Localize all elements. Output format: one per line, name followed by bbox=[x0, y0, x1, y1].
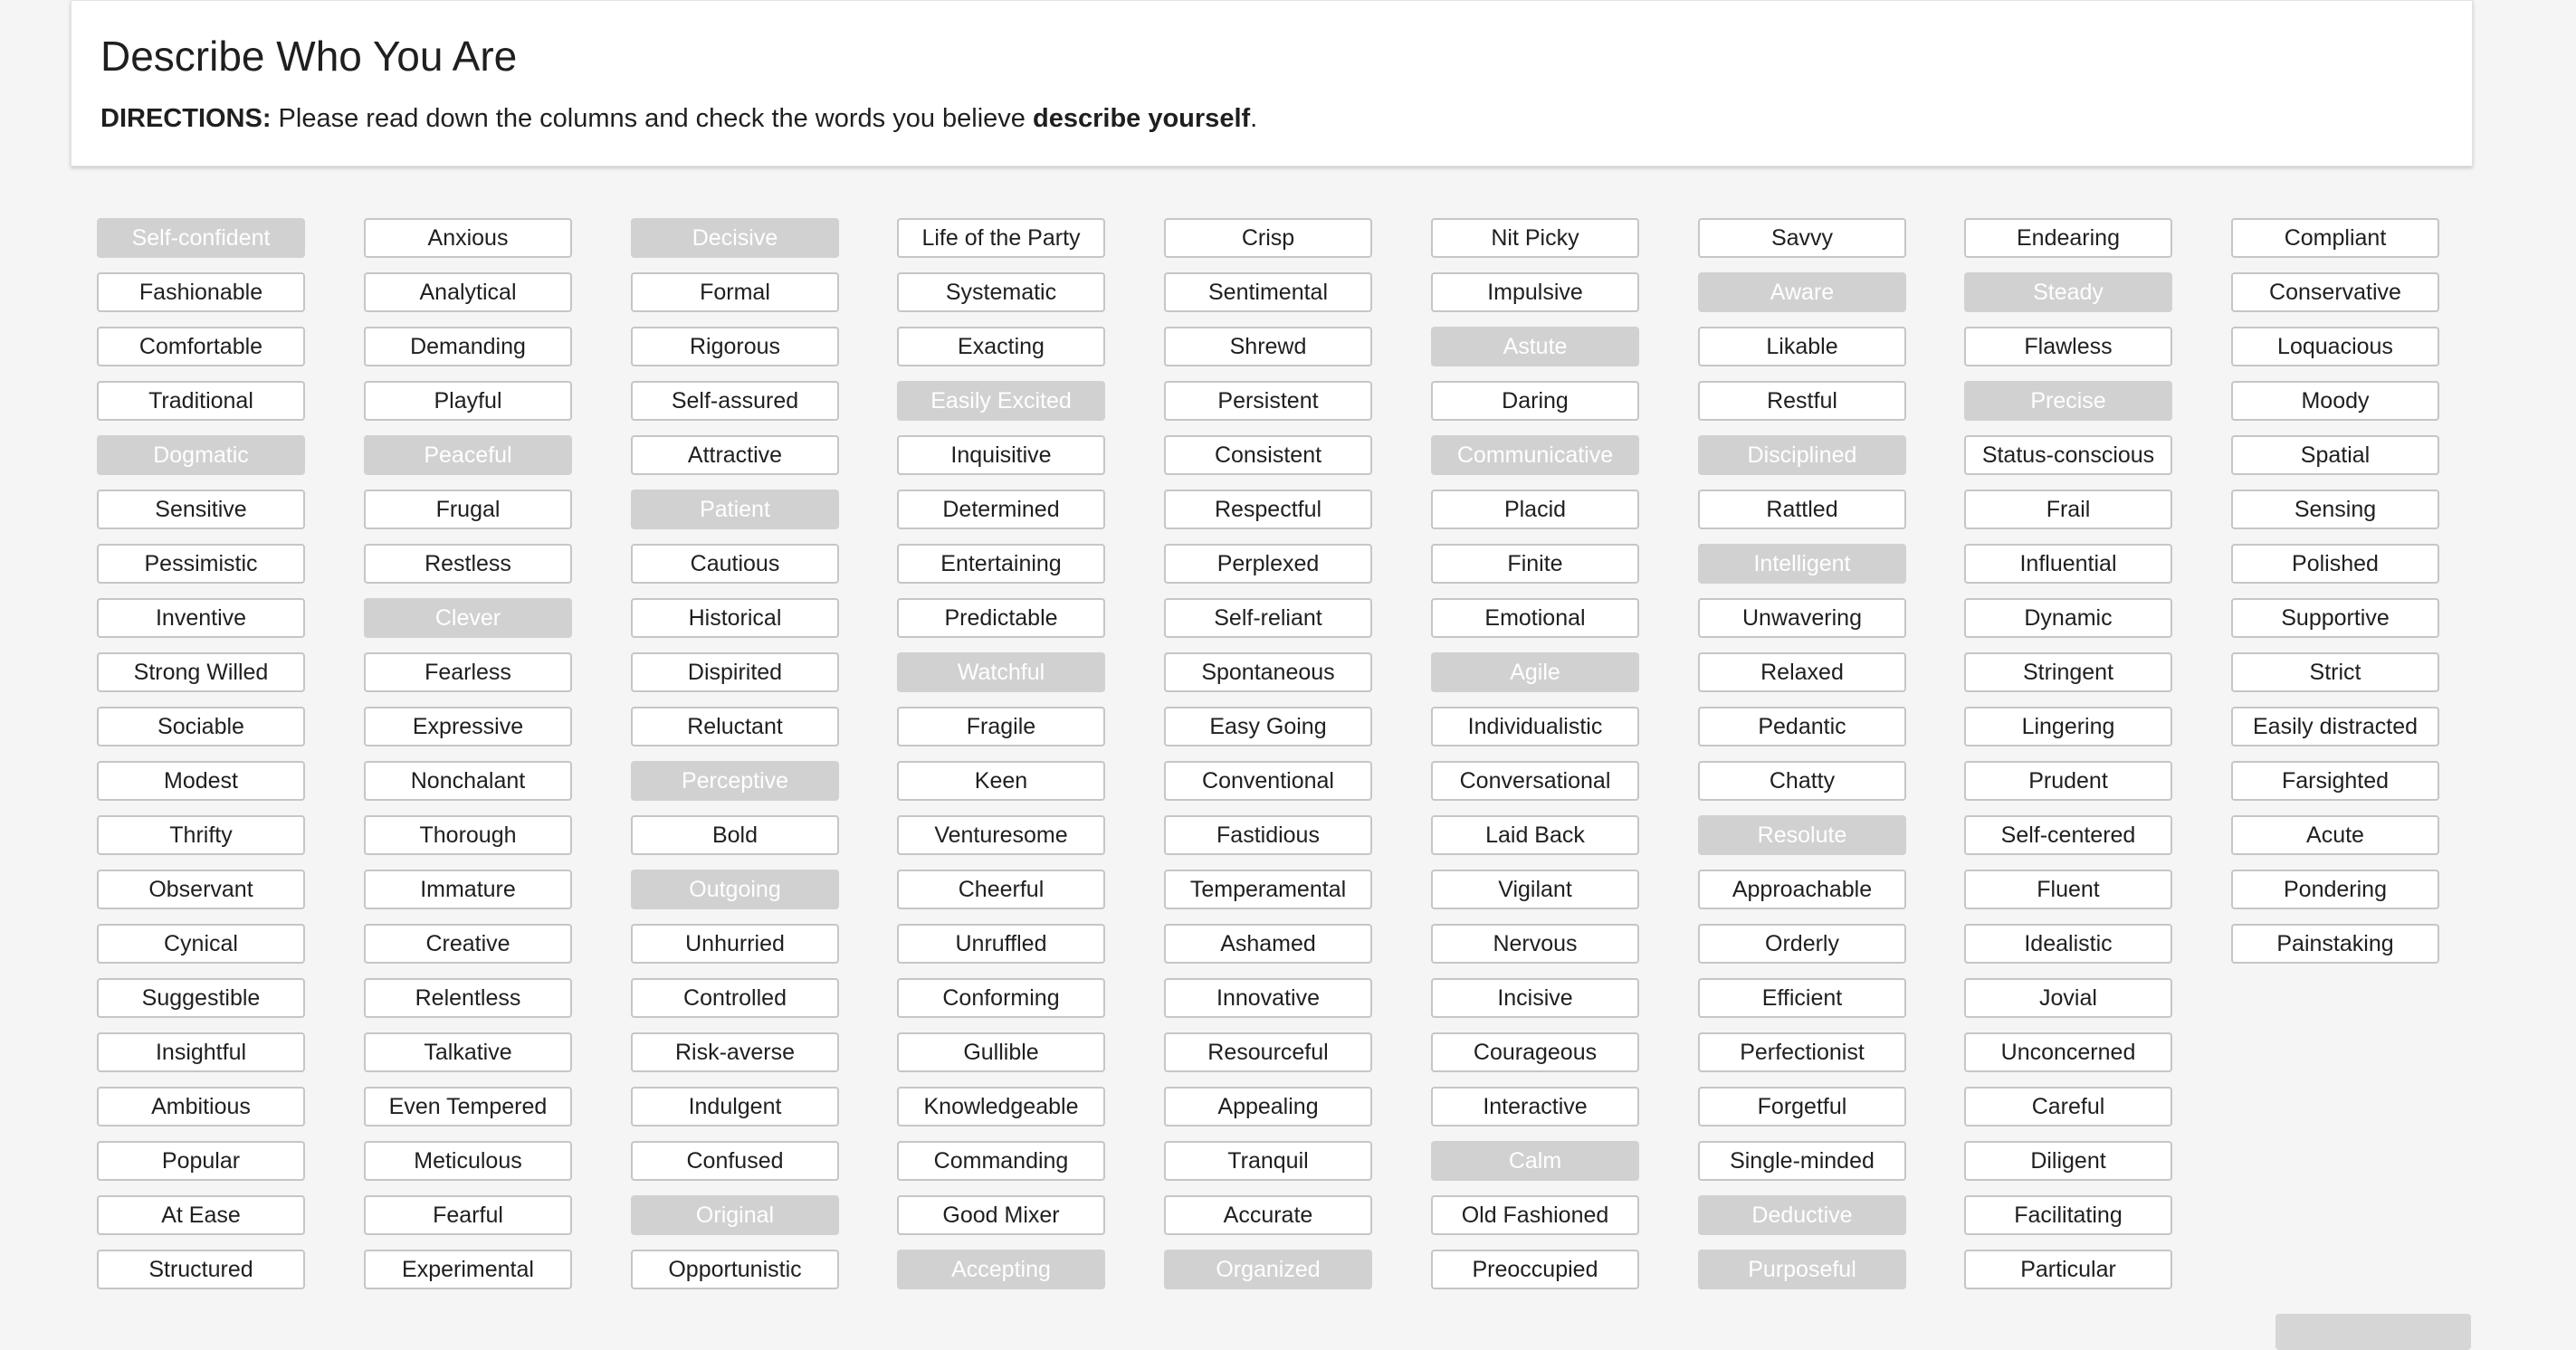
word-option[interactable]: Clever bbox=[364, 598, 572, 638]
word-option[interactable]: Attractive bbox=[631, 435, 839, 475]
word-option[interactable]: Resourceful bbox=[1164, 1032, 1372, 1072]
word-option[interactable]: Pessimistic bbox=[97, 544, 305, 584]
word-option[interactable]: Expressive bbox=[364, 707, 572, 746]
word-option[interactable]: Diligent bbox=[1964, 1141, 2172, 1181]
word-option[interactable]: Good Mixer bbox=[897, 1195, 1105, 1235]
word-option[interactable]: Nervous bbox=[1431, 924, 1639, 964]
word-option[interactable]: Conversational bbox=[1431, 761, 1639, 801]
word-option[interactable]: Unwavering bbox=[1698, 598, 1906, 638]
directions-emphasis: describe yourself bbox=[1033, 104, 1251, 133]
word-option[interactable]: Knowledgeable bbox=[897, 1087, 1105, 1127]
word-option[interactable]: Crisp bbox=[1164, 218, 1372, 258]
word-option[interactable]: Anxious bbox=[364, 218, 572, 258]
word-option[interactable]: Flawless bbox=[1964, 327, 2172, 366]
word-option[interactable]: Creative bbox=[364, 924, 572, 964]
word-option[interactable]: Spatial bbox=[2231, 435, 2439, 475]
word-option[interactable]: Experimental bbox=[364, 1250, 572, 1289]
word-option[interactable]: Jovial bbox=[1964, 978, 2172, 1018]
word-option[interactable]: Strong Willed bbox=[97, 652, 305, 692]
word-option[interactable]: Resolute bbox=[1698, 815, 1906, 855]
word-option[interactable]: Gullible bbox=[897, 1032, 1105, 1072]
word-option[interactable]: Restful bbox=[1698, 381, 1906, 421]
word-option[interactable]: Fearless bbox=[364, 652, 572, 692]
word-option[interactable]: Intelligent bbox=[1698, 544, 1906, 584]
word-option[interactable]: Structured bbox=[97, 1250, 305, 1289]
word-option[interactable]: Respectful bbox=[1164, 490, 1372, 529]
word-option[interactable]: Venturesome bbox=[897, 815, 1105, 855]
word-option[interactable]: At Ease bbox=[97, 1195, 305, 1235]
word-option[interactable]: Supportive bbox=[2231, 598, 2439, 638]
word-option[interactable]: Ashamed bbox=[1164, 924, 1372, 964]
word-option[interactable]: Talkative bbox=[364, 1032, 572, 1072]
word-option[interactable]: Peaceful bbox=[364, 435, 572, 475]
word-option[interactable]: Finite bbox=[1431, 544, 1639, 584]
word-option[interactable]: Acute bbox=[2231, 815, 2439, 855]
word-option[interactable]: Nit Picky bbox=[1431, 218, 1639, 258]
word-option[interactable]: Accurate bbox=[1164, 1195, 1372, 1235]
word-option[interactable]: Impulsive bbox=[1431, 272, 1639, 312]
word-option[interactable]: Dispirited bbox=[631, 652, 839, 692]
word-option[interactable]: Lingering bbox=[1964, 707, 2172, 746]
word-option[interactable]: Inventive bbox=[97, 598, 305, 638]
word-option[interactable]: Precise bbox=[1964, 381, 2172, 421]
word-option[interactable]: Efficient bbox=[1698, 978, 1906, 1018]
word-option[interactable]: Comfortable bbox=[97, 327, 305, 366]
word-option[interactable]: Fluent bbox=[1964, 870, 2172, 909]
word-option[interactable]: Historical bbox=[631, 598, 839, 638]
word-option[interactable]: Rattled bbox=[1698, 490, 1906, 529]
word-option[interactable]: Courageous bbox=[1431, 1032, 1639, 1072]
word-option[interactable]: Perceptive bbox=[631, 761, 839, 801]
word-option[interactable]: Meticulous bbox=[364, 1141, 572, 1181]
word-option[interactable]: Cheerful bbox=[897, 870, 1105, 909]
word-option[interactable]: Idealistic bbox=[1964, 924, 2172, 964]
word-option[interactable]: Self-centered bbox=[1964, 815, 2172, 855]
word-option[interactable]: Farsighted bbox=[2231, 761, 2439, 801]
word-option[interactable]: Single-minded bbox=[1698, 1141, 1906, 1181]
word-option[interactable]: Watchful bbox=[897, 652, 1105, 692]
word-option[interactable]: Dynamic bbox=[1964, 598, 2172, 638]
word-option[interactable]: Appealing bbox=[1164, 1087, 1372, 1127]
word-option[interactable]: Forgetful bbox=[1698, 1087, 1906, 1127]
word-option[interactable]: Interactive bbox=[1431, 1087, 1639, 1127]
word-option[interactable]: Disciplined bbox=[1698, 435, 1906, 475]
word-option[interactable]: Commanding bbox=[897, 1141, 1105, 1181]
directions-end: . bbox=[1250, 104, 1258, 133]
word-option[interactable]: Conservative bbox=[2231, 272, 2439, 312]
word-option[interactable]: Unruffled bbox=[897, 924, 1105, 964]
word-option[interactable]: Opportunistic bbox=[631, 1250, 839, 1289]
word-option[interactable]: Sentimental bbox=[1164, 272, 1372, 312]
word-option[interactable]: Nonchalant bbox=[364, 761, 572, 801]
word-option[interactable]: Relentless bbox=[364, 978, 572, 1018]
word-option[interactable]: Self-assured bbox=[631, 381, 839, 421]
word-option[interactable]: Formal bbox=[631, 272, 839, 312]
word-option[interactable]: Laid Back bbox=[1431, 815, 1639, 855]
word-option[interactable]: Shrewd bbox=[1164, 327, 1372, 366]
word-option[interactable]: Frugal bbox=[364, 490, 572, 529]
word-option[interactable]: Suggestible bbox=[97, 978, 305, 1018]
word-option[interactable]: Systematic bbox=[897, 272, 1105, 312]
word-option[interactable]: Keen bbox=[897, 761, 1105, 801]
word-option[interactable]: Accepting bbox=[897, 1250, 1105, 1289]
word-option[interactable]: Perplexed bbox=[1164, 544, 1372, 584]
word-option[interactable]: Consistent bbox=[1164, 435, 1372, 475]
word-option[interactable]: Compliant bbox=[2231, 218, 2439, 258]
word-option[interactable]: Organized bbox=[1164, 1250, 1372, 1289]
word-option[interactable]: Decisive bbox=[631, 218, 839, 258]
word-option[interactable]: Immature bbox=[364, 870, 572, 909]
word-option[interactable]: Predictable bbox=[897, 598, 1105, 638]
word-option[interactable]: Spontaneous bbox=[1164, 652, 1372, 692]
word-option[interactable]: Placid bbox=[1431, 490, 1639, 529]
word-option[interactable]: Traditional bbox=[97, 381, 305, 421]
word-option[interactable]: Temperamental bbox=[1164, 870, 1372, 909]
word-option[interactable]: Chatty bbox=[1698, 761, 1906, 801]
word-option[interactable]: Sensing bbox=[2231, 490, 2439, 529]
word-option[interactable]: Incisive bbox=[1431, 978, 1639, 1018]
word-option[interactable]: Facilitating bbox=[1964, 1195, 2172, 1235]
word-option[interactable]: Cautious bbox=[631, 544, 839, 584]
word-option[interactable]: Bold bbox=[631, 815, 839, 855]
word-option[interactable]: Even Tempered bbox=[364, 1087, 572, 1127]
word-option[interactable]: Strict bbox=[2231, 652, 2439, 692]
word-option[interactable]: Emotional bbox=[1431, 598, 1639, 638]
word-option[interactable]: Reluctant bbox=[631, 707, 839, 746]
word-option[interactable]: Ambitious bbox=[97, 1087, 305, 1127]
word-option[interactable]: Pondering bbox=[2231, 870, 2439, 909]
word-option[interactable]: Insightful bbox=[97, 1032, 305, 1072]
word-option[interactable]: Cynical bbox=[97, 924, 305, 964]
next-button[interactable] bbox=[2275, 1314, 2471, 1350]
word-option[interactable]: Perfectionist bbox=[1698, 1032, 1906, 1072]
word-option[interactable]: Entertaining bbox=[897, 544, 1105, 584]
word-option[interactable]: Innovative bbox=[1164, 978, 1372, 1018]
word-option[interactable]: Self-confident bbox=[97, 218, 305, 258]
word-option[interactable]: Controlled bbox=[631, 978, 839, 1018]
word-option[interactable]: Easily distracted bbox=[2231, 707, 2439, 746]
word-option[interactable]: Influential bbox=[1964, 544, 2172, 584]
word-option[interactable]: Old Fashioned bbox=[1431, 1195, 1639, 1235]
word-option[interactable]: Life of the Party bbox=[897, 218, 1105, 258]
word-option[interactable]: Astute bbox=[1431, 327, 1639, 366]
word-option[interactable]: Vigilant bbox=[1431, 870, 1639, 909]
word-option[interactable]: Conventional bbox=[1164, 761, 1372, 801]
word-option[interactable]: Patient bbox=[631, 490, 839, 529]
word-option[interactable]: Prudent bbox=[1964, 761, 2172, 801]
word-option[interactable]: Particular bbox=[1964, 1250, 2172, 1289]
word-option[interactable]: Rigorous bbox=[631, 327, 839, 366]
word-option[interactable]: Dogmatic bbox=[97, 435, 305, 475]
word-option[interactable]: Sociable bbox=[97, 707, 305, 746]
word-option[interactable]: Restless bbox=[364, 544, 572, 584]
word-option[interactable]: Stringent bbox=[1964, 652, 2172, 692]
word-option[interactable]: Frail bbox=[1964, 490, 2172, 529]
word-option[interactable]: Deductive bbox=[1698, 1195, 1906, 1235]
word-option[interactable]: Daring bbox=[1431, 381, 1639, 421]
word-option[interactable]: Purposeful bbox=[1698, 1250, 1906, 1289]
word-option[interactable]: Savvy bbox=[1698, 218, 1906, 258]
word-option[interactable]: Fearful bbox=[364, 1195, 572, 1235]
word-option[interactable]: Fashionable bbox=[97, 272, 305, 312]
word-option[interactable]: Unconcerned bbox=[1964, 1032, 2172, 1072]
word-option[interactable]: Agile bbox=[1431, 652, 1639, 692]
word-option[interactable]: Communicative bbox=[1431, 435, 1639, 475]
word-option[interactable]: Observant bbox=[97, 870, 305, 909]
word-option[interactable]: Polished bbox=[2231, 544, 2439, 584]
word-option[interactable]: Endearing bbox=[1964, 218, 2172, 258]
word-option[interactable]: Pedantic bbox=[1698, 707, 1906, 746]
word-option[interactable]: Aware bbox=[1698, 272, 1906, 312]
word-option[interactable]: Individualistic bbox=[1431, 707, 1639, 746]
word-option[interactable]: Fragile bbox=[897, 707, 1105, 746]
page-title: Describe Who You Are bbox=[100, 33, 518, 80]
word-option[interactable]: Relaxed bbox=[1698, 652, 1906, 692]
word-option[interactable]: Easily Excited bbox=[897, 381, 1105, 421]
word-option[interactable]: Loquacious bbox=[2231, 327, 2439, 366]
word-option[interactable]: Confused bbox=[631, 1141, 839, 1181]
word-option[interactable]: Unhurried bbox=[631, 924, 839, 964]
word-option[interactable]: Risk-averse bbox=[631, 1032, 839, 1072]
word-option[interactable]: Fastidious bbox=[1164, 815, 1372, 855]
word-option[interactable]: Thrifty bbox=[97, 815, 305, 855]
word-option[interactable]: Original bbox=[631, 1195, 839, 1235]
word-option[interactable]: Determined bbox=[897, 490, 1105, 529]
directions-label: DIRECTIONS: bbox=[100, 104, 272, 133]
word-option[interactable]: Persistent bbox=[1164, 381, 1372, 421]
word-option[interactable]: Tranquil bbox=[1164, 1141, 1372, 1181]
word-option[interactable]: Outgoing bbox=[631, 870, 839, 909]
word-option[interactable]: Painstaking bbox=[2231, 924, 2439, 964]
word-option[interactable]: Orderly bbox=[1698, 924, 1906, 964]
word-option[interactable]: Status-conscious bbox=[1964, 435, 2172, 475]
word-option[interactable]: Thorough bbox=[364, 815, 572, 855]
word-option[interactable]: Steady bbox=[1964, 272, 2172, 312]
directions-body: Please read down the columns and check the words you believe bbox=[271, 104, 1033, 133]
word-option[interactable]: Careful bbox=[1964, 1087, 2172, 1127]
word-option[interactable]: Easy Going bbox=[1164, 707, 1372, 746]
word-option[interactable]: Playful bbox=[364, 381, 572, 421]
word-option[interactable]: Inquisitive bbox=[897, 435, 1105, 475]
word-option[interactable]: Conforming bbox=[897, 978, 1105, 1018]
word-option[interactable]: Popular bbox=[97, 1141, 305, 1181]
word-option[interactable]: Moody bbox=[2231, 381, 2439, 421]
word-option[interactable]: Indulgent bbox=[631, 1087, 839, 1127]
word-option[interactable]: Demanding bbox=[364, 327, 572, 366]
word-option[interactable]: Modest bbox=[97, 761, 305, 801]
word-option[interactable]: Exacting bbox=[897, 327, 1105, 366]
word-option[interactable]: Analytical bbox=[364, 272, 572, 312]
word-option[interactable]: Preoccupied bbox=[1431, 1250, 1639, 1289]
word-option[interactable]: Self-reliant bbox=[1164, 598, 1372, 638]
word-option[interactable]: Calm bbox=[1431, 1141, 1639, 1181]
word-option[interactable]: Sensitive bbox=[97, 490, 305, 529]
word-option[interactable]: Likable bbox=[1698, 327, 1906, 366]
word-option[interactable]: Approachable bbox=[1698, 870, 1906, 909]
